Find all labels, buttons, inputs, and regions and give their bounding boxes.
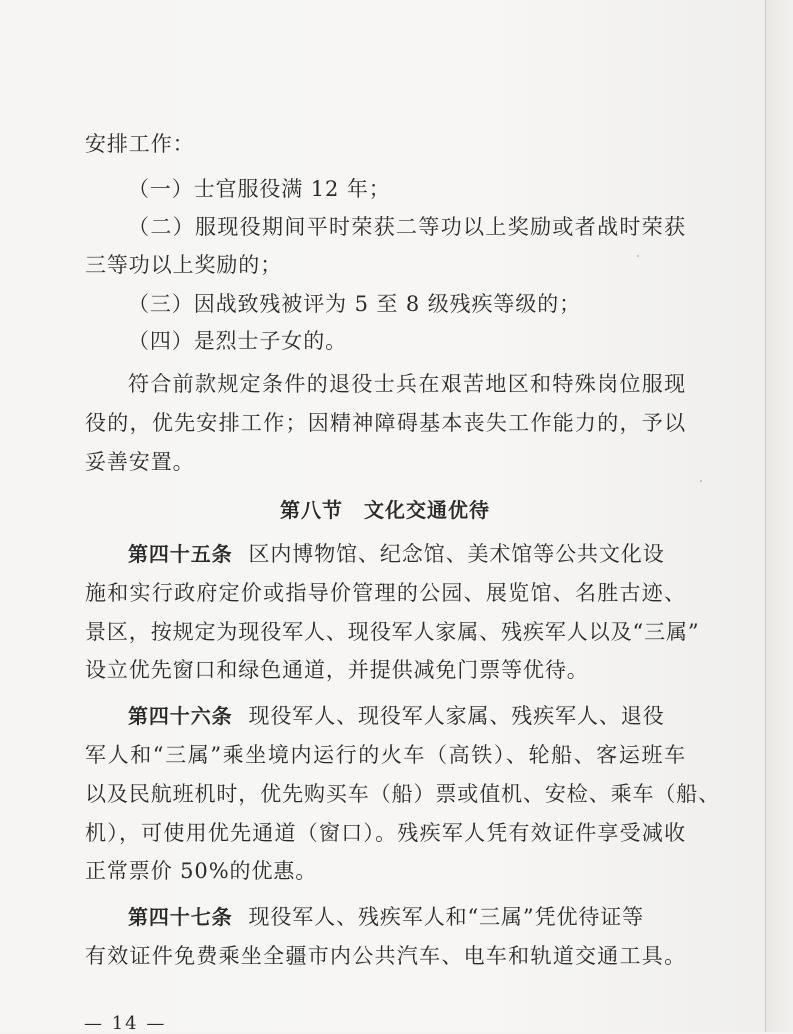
article-47-line-1	[128, 905, 686, 929]
article-45-line-4: 设立优先窗口和绿色通道，并提供减免门票等优待。	[85, 658, 589, 682]
scan-speck	[700, 480, 702, 482]
article-47-text: 现役军人、残疾军人和“三属”凭优待证等	[248, 905, 645, 929]
article-46-label: 第四十六条	[128, 704, 233, 728]
list-item-2: （二）服现役期间平时荣获二等功以上奖励或者战时荣获	[128, 215, 686, 239]
article-47-line-2: 有效证件免费乘坐全疆市内公共汽车、电车和轨道交通工具。	[85, 944, 686, 968]
article-45-line-3: 景区，按规定为现役军人、现役军人家属、残疾军人以及“三属”	[85, 620, 700, 644]
article-46-text: 现役军人、现役军人家属、残疾军人、退役	[248, 704, 665, 728]
page-edge-shadow	[766, 0, 793, 1032]
list-item-3: （三）因战致残被评为 5 至 8 级残疾等级的；	[128, 292, 582, 316]
paragraph-line: 妥善安置。	[85, 450, 195, 474]
article-46-line-4: 机），可使用优先通道（窗口）。残疾军人凭有效证件享受减收	[85, 821, 686, 845]
article-46-line-1	[128, 704, 686, 728]
article-45-line-2: 施和实行政府定价或指导价管理的公园、展览馆、名胜古迹、	[85, 581, 686, 605]
section-heading: 第八节 文化交通优待	[280, 498, 490, 522]
article-47-label: 第四十七条	[128, 905, 233, 929]
paragraph-line: 役的，优先安排工作；因精神障碍基本丧失工作能力的，予以	[85, 411, 686, 435]
list-item-4: （四）是烈士子女的。	[128, 329, 347, 353]
paragraph-line: 符合前款规定条件的退役士兵在艰苦地区和特殊岗位服现	[128, 372, 686, 396]
page-number: — 14 —	[84, 1013, 167, 1034]
article-46-line-5: 正常票价 50%的优惠。	[85, 859, 318, 883]
article-46-line-3: 以及民航班机时，优先购买车（船）票或值机、安检、乘车（船、	[85, 782, 721, 806]
text-line: 安排工作：	[85, 132, 195, 156]
article-46-line-2: 军人和“三属”乘坐境内运行的火车（高铁）、轮船、客运班车	[85, 743, 686, 767]
article-45-text: 区内博物馆、纪念馆、美术馆等公共文化设	[248, 542, 665, 566]
list-item-2-cont: 三等功以上奖励的；	[85, 253, 283, 277]
article-45-line-1	[128, 542, 686, 566]
article-45-label: 第四十五条	[128, 542, 233, 566]
list-item-1: （一）士官服役满 12 年；	[128, 177, 391, 201]
